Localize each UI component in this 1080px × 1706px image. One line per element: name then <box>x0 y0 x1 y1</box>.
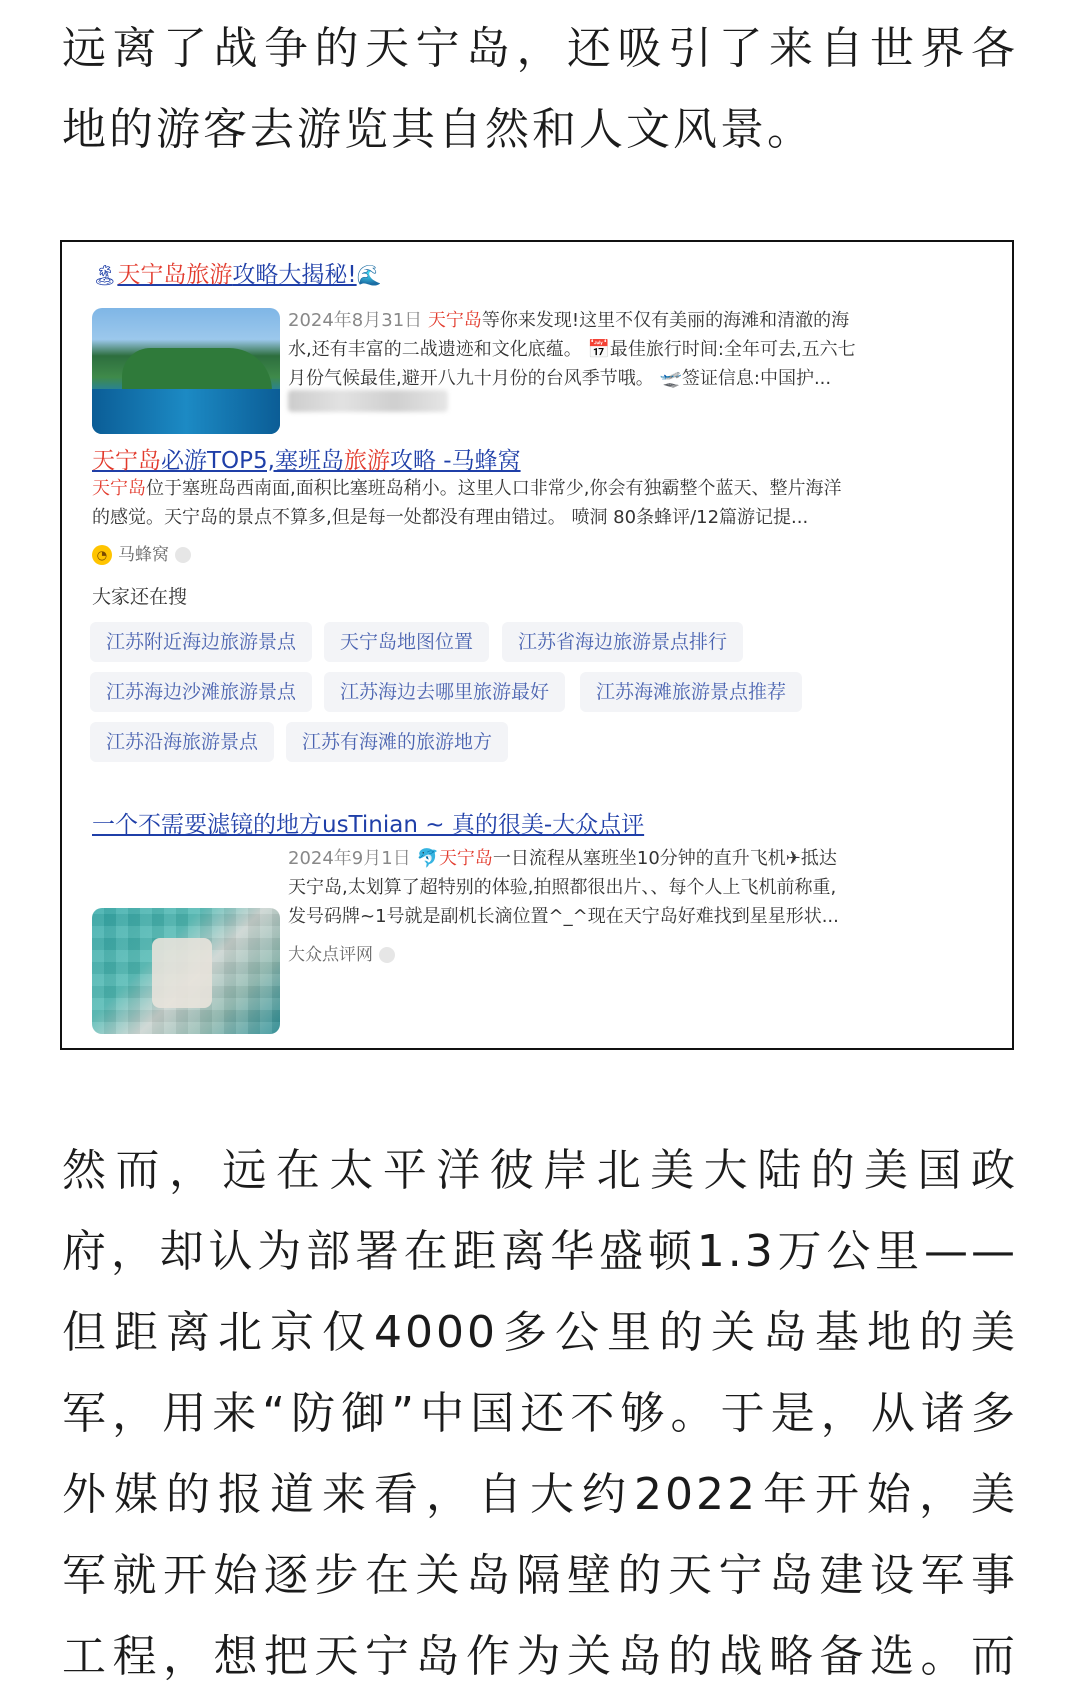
result3-title-link[interactable]: 一个不需要滤镜的地方usTinian ~ 真的很美-大众点评 <box>92 812 645 838</box>
article-paragraph-2 <box>62 1130 1018 1697</box>
related-searches-label: 大家还在搜 <box>92 586 188 608</box>
mafengwo-logo-icon: ◔ <box>92 545 112 565</box>
result1-thumbnail[interactable] <box>92 308 280 434</box>
article-line: 然而，远在太平洋彼岸北美大陆的美国政 <box>62 1145 1018 1196</box>
blurred-source <box>288 390 448 412</box>
result3-thumbnail[interactable] <box>92 908 280 1034</box>
verified-icon <box>379 947 395 963</box>
article-line: 地的游客去游览其自然和人文风景。 <box>62 104 814 155</box>
search-results-screenshot <box>60 240 1014 1050</box>
result2-source[interactable]: ◔ 马蜂窝 <box>92 540 191 565</box>
article-line: 军，用来“防御”中国还不够。于是，从诸多 <box>62 1388 1018 1439</box>
wave-icon: 🌊 <box>356 263 382 287</box>
article-line: 府，却认为部署在距离华盛顿1.3万公里—— <box>62 1226 1018 1277</box>
result3-source[interactable]: 大众点评网 <box>288 940 395 965</box>
airplane-icon: ✈ <box>785 848 801 869</box>
palm-tree-icon: 🏝 <box>92 263 118 287</box>
article-line: 远离了战争的天宁岛，还吸引了来自世界各 <box>62 23 1018 74</box>
related-chip[interactable]: 江苏海滩旅游景点推荐 <box>580 672 802 712</box>
verified-icon <box>175 547 191 563</box>
article-line: 外媒的报道来看，自大约2022年开始，美 <box>62 1469 1018 1520</box>
related-chip[interactable]: 天宁岛地图位置 <box>324 622 489 662</box>
result2-title-link[interactable]: 天宁岛必游TOP5,塞班岛旅游攻略 -马蜂窝 <box>92 448 521 474</box>
article-line: 但距离北京仅4000多公里的关岛基地的美 <box>62 1307 1018 1358</box>
airplane-icon: 🛫 <box>659 368 682 389</box>
article-paragraph-1 <box>62 8 1018 170</box>
result2-snippet: 天宁岛位于塞班岛西南面,面积比塞班岛稍小。这里人口非常少,你会有独霸整个蓝天、整片海洋 的感觉。天宁岛的景点不算多,但是每一处都没有理由错过。 喷洞 80条蜂评/12篇游记提... <box>92 478 842 528</box>
related-chip[interactable]: 江苏省海边旅游景点排行 <box>502 622 743 662</box>
related-chip[interactable]: 江苏有海滩的旅游地方 <box>286 722 508 762</box>
result1-title-link[interactable]: 🏝天宁岛旅游攻略大揭秘!🌊 <box>92 262 382 288</box>
result1-snippet: 2024年8月31日 天宁岛等你来发现!这里不仅有美丽的海滩和清澈的海 水,还有丰富的二战遗迹和文化底蕴。 📅最佳旅行时间:全年可去,五六七 月份气候最佳,避开八九十月份的台风季节哦。 🛫签证信息:中国护... <box>288 310 856 389</box>
result3-snippet: 2024年9月1日 🐬天宁岛一日流程从塞班坐10分钟的直升飞机✈抵达 天宁岛,太划算了超特别的体验,拍照都很出片、、每个人上飞机前称重, 发号码牌~1号就是副机长滴位置^_^现在天宁岛好难找到星星形状... <box>288 848 839 927</box>
related-chip[interactable]: 江苏海边沙滩旅游景点 <box>90 672 312 712</box>
article-line: 军就开始逐步在关岛隔壁的天宁岛建设军事 <box>62 1550 1018 1601</box>
dolphin-icon: 🐬 <box>416 848 439 869</box>
calendar-icon: 📅 <box>587 339 610 360</box>
related-chip[interactable]: 江苏附近海边旅游景点 <box>90 622 312 662</box>
article-line: 工程，想把天宁岛作为关岛的战略备选。而 <box>62 1631 1018 1682</box>
related-chip[interactable]: 江苏沿海旅游景点 <box>90 722 274 762</box>
related-chip[interactable]: 江苏海边去哪里旅游最好 <box>324 672 565 712</box>
